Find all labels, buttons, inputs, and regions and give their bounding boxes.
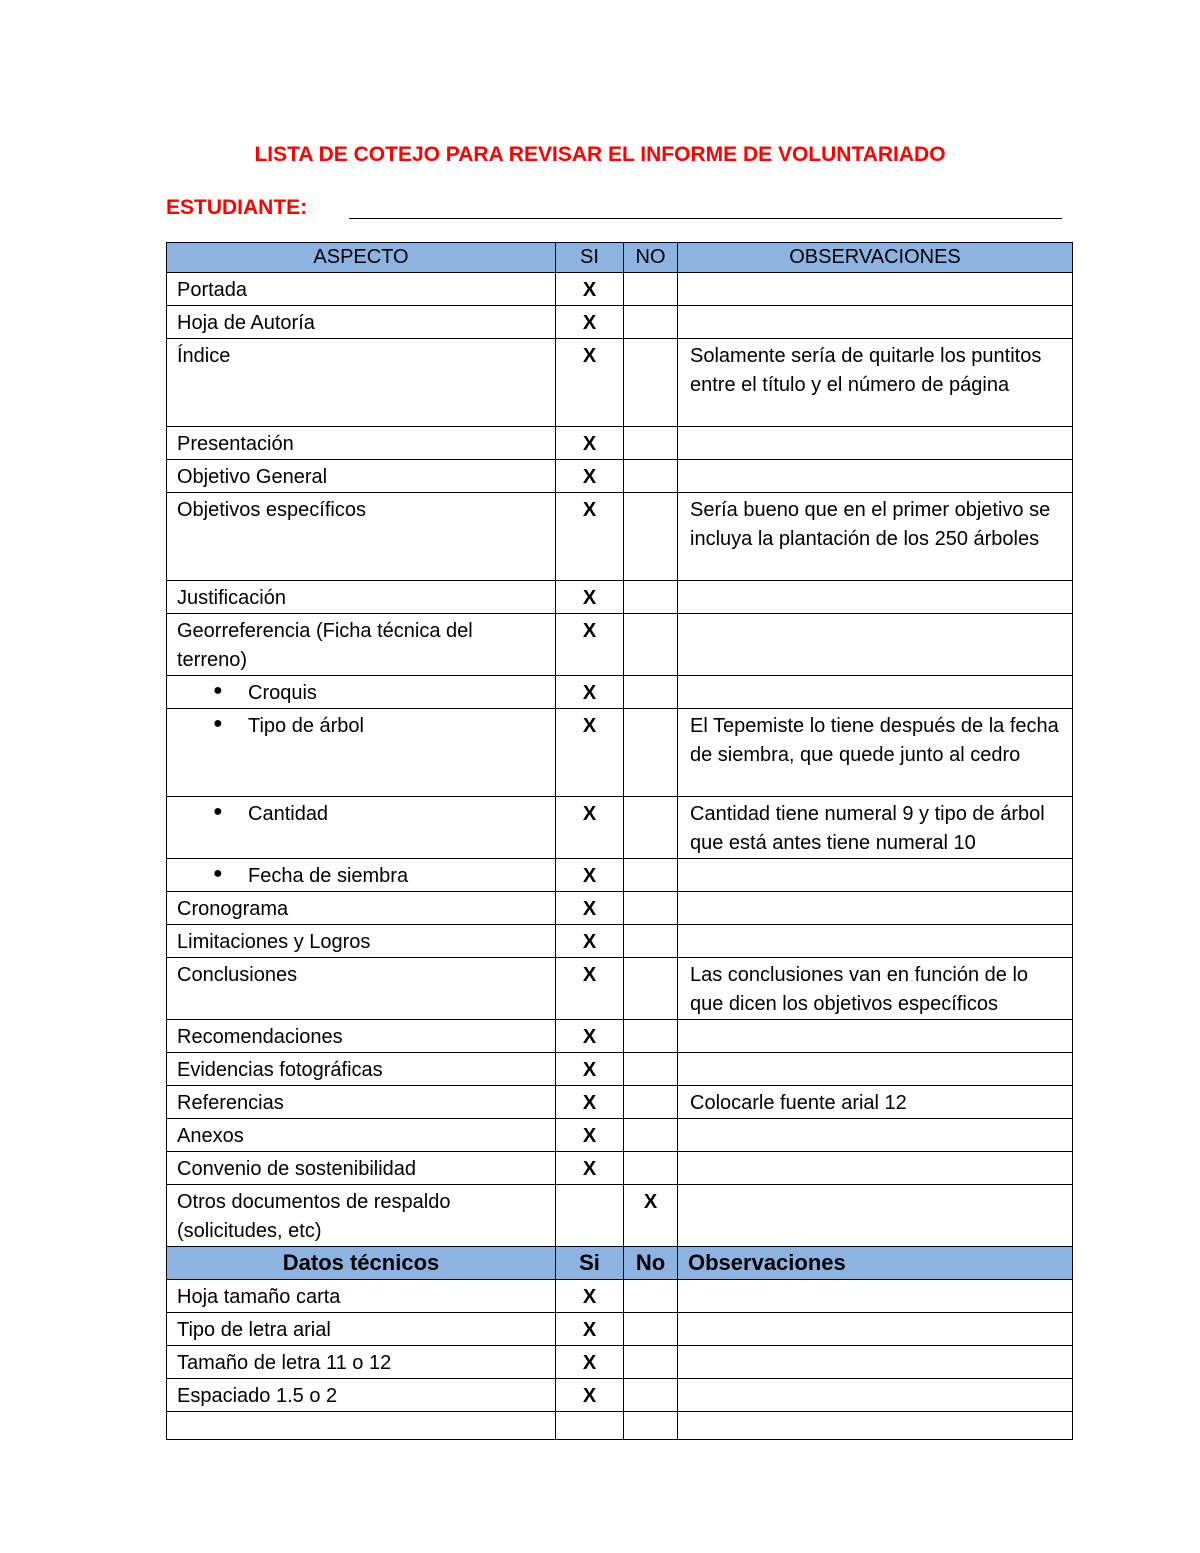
no-mark: X	[624, 1185, 678, 1247]
si-mark: X	[556, 676, 624, 709]
checklist-table	[166, 242, 1073, 1440]
no-mark	[624, 892, 678, 925]
header-tech-si: Si	[556, 1247, 624, 1280]
table-header-row	[167, 243, 1073, 273]
aspect-cell: Tipo de letra arial	[167, 1313, 556, 1346]
aspect-cell	[167, 709, 556, 797]
aspect-cell: Recomendaciones	[167, 1020, 556, 1053]
header-no: NO	[624, 243, 678, 273]
aspect-cell: Espaciado 1.5 o 2	[167, 1379, 556, 1412]
aspect-cell: Otros documentos de respaldo (solicitudes, etc)	[167, 1185, 556, 1247]
technical-header-row	[167, 1247, 1073, 1280]
empty-cell	[624, 1412, 678, 1440]
checklist-body	[167, 273, 1073, 1247]
observation-cell: Solamente sería de quitarle los puntitos entre el título y el número de página	[678, 339, 1073, 427]
table-row	[167, 958, 1073, 1020]
aspect-cell: Tamaño de letra 11 o 12	[167, 1346, 556, 1379]
aspect-cell: Portada	[167, 273, 556, 306]
header-tech-observaciones: Observaciones	[678, 1247, 1073, 1280]
observation-cell	[678, 859, 1073, 892]
table-row	[167, 1119, 1073, 1152]
observation-cell	[678, 581, 1073, 614]
no-mark	[624, 493, 678, 581]
no-mark	[624, 709, 678, 797]
no-mark	[624, 1152, 678, 1185]
aspect-label: Cantidad	[248, 803, 329, 825]
table-row	[167, 427, 1073, 460]
bullet-icon: ●	[213, 865, 223, 882]
table-row	[167, 925, 1073, 958]
si-mark: X	[556, 1053, 624, 1086]
no-mark	[624, 925, 678, 958]
aspect-cell: Cronograma	[167, 892, 556, 925]
empty-cell	[167, 1412, 556, 1440]
student-name-line	[349, 218, 1062, 219]
aspect-cell: Georreferencia (Ficha técnica del terreno)	[167, 614, 556, 676]
si-mark: X	[556, 892, 624, 925]
aspect-cell: Limitaciones y Logros	[167, 925, 556, 958]
si-mark: X	[556, 1379, 624, 1412]
si-mark	[556, 1185, 624, 1247]
observation-cell	[678, 306, 1073, 339]
table-row	[167, 493, 1073, 581]
si-mark: X	[556, 493, 624, 581]
no-mark	[624, 1020, 678, 1053]
no-mark	[624, 581, 678, 614]
no-mark	[624, 339, 678, 427]
si-mark: X	[556, 1346, 624, 1379]
si-mark: X	[556, 709, 624, 797]
no-mark	[624, 1346, 678, 1379]
aspect-cell	[167, 676, 556, 709]
no-mark	[624, 306, 678, 339]
header-observaciones: OBSERVACIONES	[678, 243, 1073, 273]
observation-cell	[678, 1185, 1073, 1247]
observation-cell	[678, 1379, 1073, 1412]
observation-cell	[678, 1313, 1073, 1346]
observation-cell	[678, 1053, 1073, 1086]
observation-cell	[678, 273, 1073, 306]
table-row	[167, 797, 1073, 859]
si-mark: X	[556, 1280, 624, 1313]
si-mark: X	[556, 1152, 624, 1185]
no-mark	[624, 1379, 678, 1412]
table-row	[167, 676, 1073, 709]
student-field	[166, 196, 1062, 224]
no-mark	[624, 1053, 678, 1086]
table-row	[167, 1280, 1073, 1313]
aspect-cell: Presentación	[167, 427, 556, 460]
table-row	[167, 1185, 1073, 1247]
page-title: LISTA DE COTEJO PARA REVISAR EL INFORME DE VOLUNTARIADO	[254, 143, 946, 166]
aspect-cell: Objetivos específicos	[167, 493, 556, 581]
si-mark: X	[556, 797, 624, 859]
si-mark: X	[556, 339, 624, 427]
no-mark	[624, 273, 678, 306]
bullet-icon: ●	[213, 803, 223, 820]
table-row	[167, 859, 1073, 892]
empty-cell	[556, 1412, 624, 1440]
bullet-icon: ●	[213, 682, 223, 699]
observation-cell: Sería bueno que en el primer objetivo se incluya la plantación de los 250 árboles	[678, 493, 1073, 581]
table-row	[167, 1379, 1073, 1412]
header-datos-tecnicos: Datos técnicos	[167, 1247, 556, 1280]
aspect-cell	[167, 859, 556, 892]
table-row	[167, 1346, 1073, 1379]
header-tech-no: No	[624, 1247, 678, 1280]
observation-cell	[678, 1119, 1073, 1152]
table-row	[167, 1020, 1073, 1053]
aspect-cell: Objetivo General	[167, 460, 556, 493]
observation-cell	[678, 460, 1073, 493]
si-mark: X	[556, 925, 624, 958]
aspect-label: Tipo de árbol	[248, 715, 364, 737]
aspect-cell: Conclusiones	[167, 958, 556, 1020]
table-row	[167, 1313, 1073, 1346]
no-mark	[624, 859, 678, 892]
no-mark	[624, 676, 678, 709]
observation-cell	[678, 925, 1073, 958]
si-mark: X	[556, 1020, 624, 1053]
si-mark: X	[556, 958, 624, 1020]
observation-cell: Cantidad tiene numeral 9 y tipo de árbol que está antes tiene numeral 10	[678, 797, 1073, 859]
no-mark	[624, 614, 678, 676]
aspect-cell: Evidencias fotográficas	[167, 1053, 556, 1086]
aspect-cell: Referencias	[167, 1086, 556, 1119]
si-mark: X	[556, 427, 624, 460]
si-mark: X	[556, 581, 624, 614]
table-row	[167, 1053, 1073, 1086]
aspect-cell: Hoja de Autoría	[167, 306, 556, 339]
observation-cell	[678, 676, 1073, 709]
no-mark	[624, 1280, 678, 1313]
observation-cell	[678, 427, 1073, 460]
no-mark	[624, 1086, 678, 1119]
empty-row	[167, 1412, 1073, 1440]
no-mark	[624, 427, 678, 460]
no-mark	[624, 460, 678, 493]
observation-cell	[678, 1280, 1073, 1313]
no-mark	[624, 1119, 678, 1152]
table-row	[167, 709, 1073, 797]
aspect-cell: Convenio de sostenibilidad	[167, 1152, 556, 1185]
observation-cell: Las conclusiones van en función de lo que dicen los objetivos específicos	[678, 958, 1073, 1020]
table-row	[167, 273, 1073, 306]
aspect-cell	[167, 797, 556, 859]
table-row	[167, 1086, 1073, 1119]
header-aspecto: ASPECTO	[167, 243, 556, 273]
si-mark: X	[556, 1313, 624, 1346]
table-row	[167, 339, 1073, 427]
si-mark: X	[556, 614, 624, 676]
observation-cell: El Tepemiste lo tiene después de la fecha de siembra, que quede junto al cedro	[678, 709, 1073, 797]
table-row	[167, 306, 1073, 339]
technical-data-body	[167, 1247, 1073, 1440]
si-mark: X	[556, 306, 624, 339]
observation-cell	[678, 1020, 1073, 1053]
aspect-cell: Anexos	[167, 1119, 556, 1152]
aspect-cell: Índice	[167, 339, 556, 427]
bullet-icon: ●	[213, 715, 223, 732]
observation-cell	[678, 892, 1073, 925]
observation-cell	[678, 1152, 1073, 1185]
table-row	[167, 1152, 1073, 1185]
aspect-label: Fecha de siembra	[248, 865, 409, 887]
student-label: ESTUDIANTE:	[166, 196, 308, 219]
table-row	[167, 892, 1073, 925]
table-row	[167, 581, 1073, 614]
table-row	[167, 460, 1073, 493]
observation-cell	[678, 1346, 1073, 1379]
table-row	[167, 614, 1073, 676]
empty-cell	[678, 1412, 1073, 1440]
si-mark: X	[556, 1119, 624, 1152]
aspect-cell: Hoja tamaño carta	[167, 1280, 556, 1313]
no-mark	[624, 797, 678, 859]
no-mark	[624, 958, 678, 1020]
aspect-cell: Justificación	[167, 581, 556, 614]
observation-cell	[678, 614, 1073, 676]
header-si: SI	[556, 243, 624, 273]
aspect-label: Croquis	[248, 682, 317, 704]
observation-cell: Colocarle fuente arial 12	[678, 1086, 1073, 1119]
si-mark: X	[556, 273, 624, 306]
si-mark: X	[556, 859, 624, 892]
si-mark: X	[556, 460, 624, 493]
no-mark	[624, 1313, 678, 1346]
si-mark: X	[556, 1086, 624, 1119]
